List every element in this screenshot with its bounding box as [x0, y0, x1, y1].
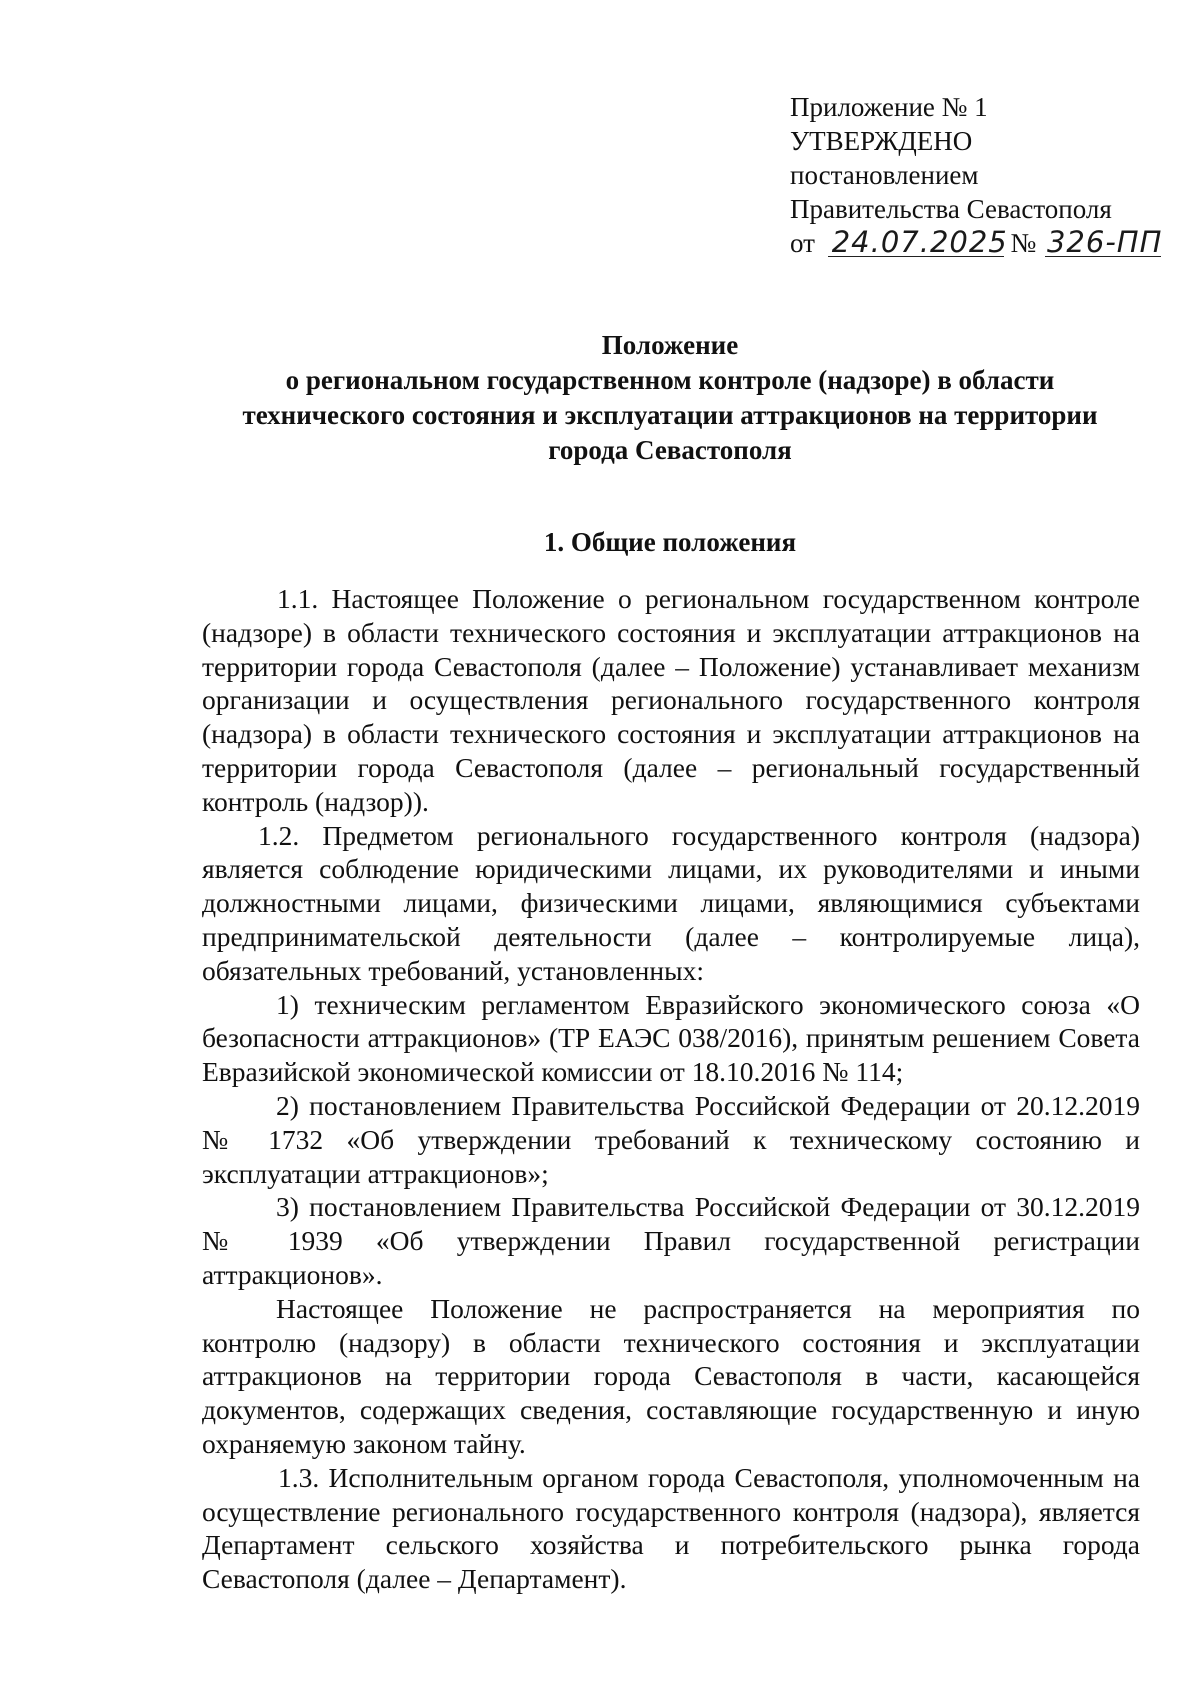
- resolution-label: постановлением: [790, 160, 979, 190]
- appendix-label: Приложение № 1: [790, 92, 988, 122]
- date-number-line: [790, 226, 1161, 260]
- title-line-2: о региональном государственном контроле (надзоре) в области: [285, 365, 1055, 395]
- exclusion-paragraph: Настоящее Положение не распространяется на мероприятия по контролю (надзору) в области технического состояния и эксплуатации аттракционов на территории города Севастополя в части, касающейся документов, содержащих сведения, составляющие государственную и иную охраняемую законом тайну.: [202, 1292, 1140, 1459]
- paragraph-1-1: 1.1. Настоящее Положение о региональном государственном контроле (надзоре) в области технического состояния и эксплуатации аттракционов на территории города Севастополя (далее – Положение) устанавливает механизм организации и осуществления регионального государственного контроля (надзора) в области технического состояния и эксплуатации аттракционов на территории города Севастополя (далее – региональный государственный контроль (надзор)).: [202, 583, 1140, 817]
- title-line-1: Положение: [601, 330, 739, 360]
- list-item-3: 3) постановлением Правительства Российской Федерации от 30.12.2019 № 1939 «Об утверждении Правил государственной регистрации аттракционов».: [202, 1191, 1140, 1290]
- handwritten-date: 24.07.2025: [828, 228, 1004, 257]
- title-line-4: города Севастополя: [548, 435, 792, 465]
- list-item-2: 2) постановлением Правительства Российской Федерации от 20.12.2019 № 1732 «Об утверждении требований к техническому состоянию и эксплуатации аттракционов»;: [202, 1089, 1140, 1189]
- document-body: [202, 582, 1140, 1596]
- handwritten-number: 326-ПП: [1046, 225, 1163, 259]
- from-label: от: [790, 228, 815, 258]
- paragraph-1-3: 1.3. Исполнительным органом города Севастополя, уполномоченным на осуществление регионального государственного контроля (надзора), является Департамент сельского хозяйства и потребительского рынка города Севастополя (далее – Департамент).: [202, 1461, 1140, 1595]
- document-title: [200, 328, 1140, 468]
- number-label: №: [1010, 228, 1037, 258]
- paragraph-1-2: 1.2. Предметом регионального государственного контроля (надзора) является соблюдение юридическими лицами, их руководителями и иными должностными лицами, физическими лицами, являющимися субъектами предпринимательской деятельности (далее – контролируемые лица), обязательных требований, установленных:: [202, 819, 1140, 986]
- government-label: Правительства Севастополя: [790, 194, 1112, 224]
- title-line-3: технического состояния и эксплуатации аттракционов на территории: [242, 400, 1098, 430]
- approved-label: УТВЕРЖДЕНО: [790, 126, 973, 156]
- section-heading: 1. Общие положения: [543, 527, 797, 557]
- list-item-1: 1) техническим регламентом Евразийского экономического союза «О безопасности аттракционов» (ТР ЕАЭС 038/2016), принятым решением Совета Евразийской экономической комиссии от 18.10.2016 № 114;: [202, 988, 1140, 1088]
- approval-block: [790, 90, 1161, 260]
